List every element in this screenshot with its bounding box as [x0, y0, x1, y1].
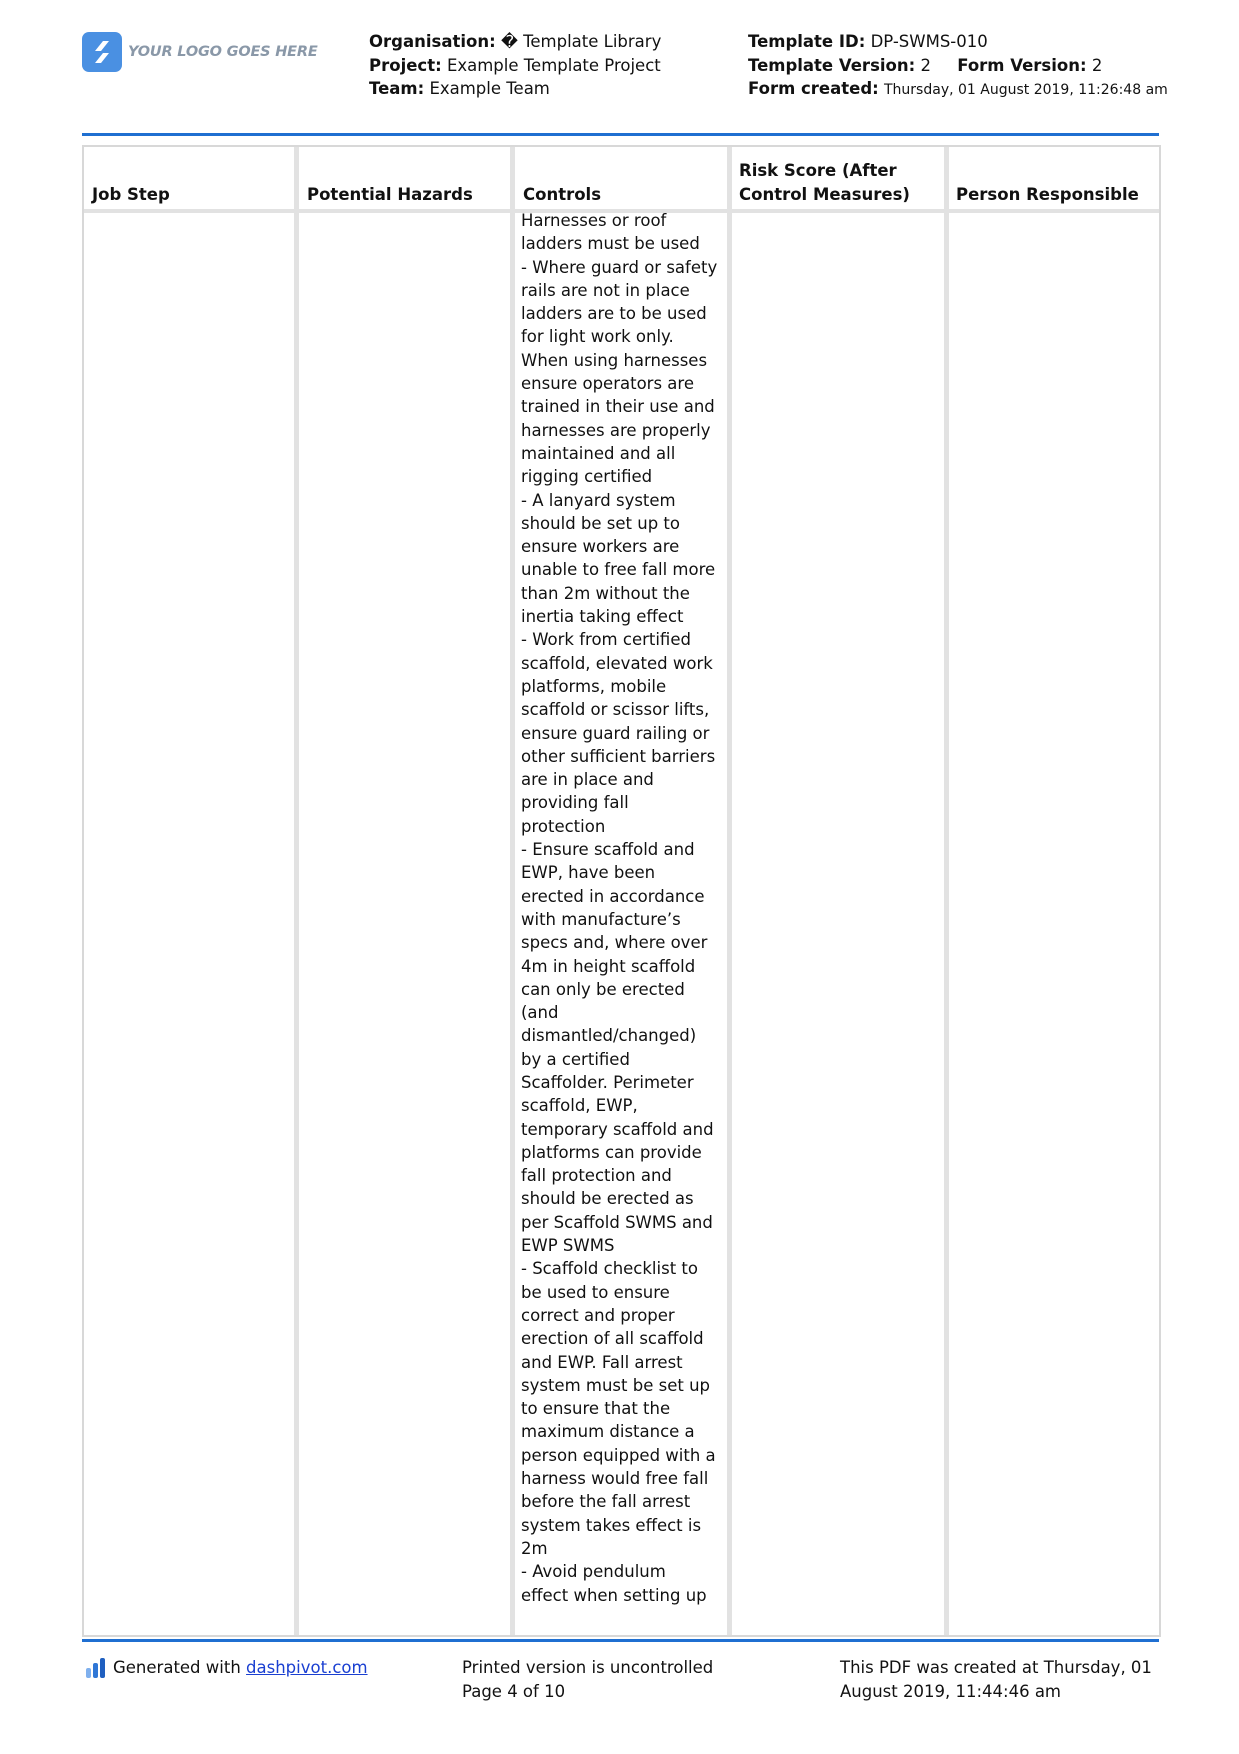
team-line	[369, 77, 729, 101]
column-divider	[727, 147, 732, 1635]
form-version-label: Form Version:	[957, 55, 1087, 75]
dashpivot-link[interactable]: dashpivot.com	[246, 1658, 368, 1677]
column-header-job-step: Job Step	[92, 185, 170, 204]
swms-table	[82, 145, 1161, 1637]
organisation-label: Organisation:	[369, 32, 496, 51]
form-created-label: Form created:	[748, 79, 879, 98]
template-version-label: Template Version:	[748, 55, 916, 75]
header-org-block	[369, 30, 729, 101]
generated-prefix: Generated with	[113, 1658, 241, 1677]
controls-cell: Harnesses or roof ladders must be used - Where guard or safety rails are not in place ladders are to be used for light work only. When using harnesses ensure operators are trained in their use and harnesses are properly maintained and all rigging certified - A lanyard system should be set up to ensure workers are unable to free fall more than 2m without the inertia taking effect - Work from certified scaffold, elevated work platforms, mobile scaffold or scissor lifts, ensure guard railing or other sufficient barriers are in place and providing fall protection - Ensure scaffold and EWP, have been erected in accordance with manufacture’s specs and, where over 4m in height scaffold can only be erected (and dismantled/changed) by a certified Scaffolder. Perimeter scaffold, EWP, temporary scaffold and platforms can provide fall protection and should be erected as per Scaffold SWMS and EWP SWMS - Scaffold checklist to be used to ensure correct and proper erection of all scaffold and EWP. Fall arrest system must be set up to ensure that the maximum distance a person equipped with a harness would free fall before the fall arrest system takes effect is 2m - Avoid pendulum effect when setting up	[521, 211, 718, 1605]
logo-text: YOUR LOGO GOES HERE	[128, 44, 318, 60]
team-label: Team:	[369, 79, 425, 98]
template-version-value: 2	[920, 55, 931, 75]
logo-icon	[82, 32, 122, 72]
organisation-line	[369, 30, 729, 54]
form-version-value: 2	[1091, 55, 1103, 75]
uncontrolled-notice: Printed version is uncontrolled	[462, 1658, 714, 1677]
page-number: Page 4 of 10	[462, 1681, 566, 1701]
footer-divider	[82, 1639, 1159, 1642]
column-divider	[944, 147, 949, 1635]
team-value: Example Team	[429, 79, 550, 98]
project-line	[369, 54, 729, 78]
footer-generated	[86, 1656, 368, 1680]
form-created-value: Thursday, 01 August 2019, 11:26:48 am	[884, 82, 1168, 98]
version-line	[748, 54, 1168, 78]
organisation-value: � Template Library	[500, 32, 662, 51]
column-divider	[510, 147, 515, 1635]
footer-page-info	[462, 1656, 713, 1703]
dashpivot-icon	[86, 1658, 105, 1678]
column-header-potential-hazards: Potential Hazards	[307, 185, 473, 204]
template-id-line	[748, 30, 1168, 54]
project-label: Project:	[369, 55, 442, 75]
template-id-label: Template ID:	[748, 32, 866, 51]
column-divider	[294, 147, 299, 1635]
header-template-block	[748, 30, 1168, 103]
company-logo	[82, 32, 318, 72]
column-header-risk-score: Risk Score (After Control Measures)	[739, 161, 910, 204]
template-id-value: DP-SWMS-010	[870, 32, 988, 51]
form-created-line	[748, 77, 1168, 103]
header-divider	[82, 133, 1159, 136]
column-header-controls: Controls	[523, 185, 602, 204]
project-value: Example Template Project	[446, 55, 661, 75]
column-header-person-responsible: Person Responsible	[956, 185, 1139, 204]
pdf-created-at: This PDF was created at Thursday, 01 August 2019, 11:44:46 am	[840, 1658, 1152, 1701]
